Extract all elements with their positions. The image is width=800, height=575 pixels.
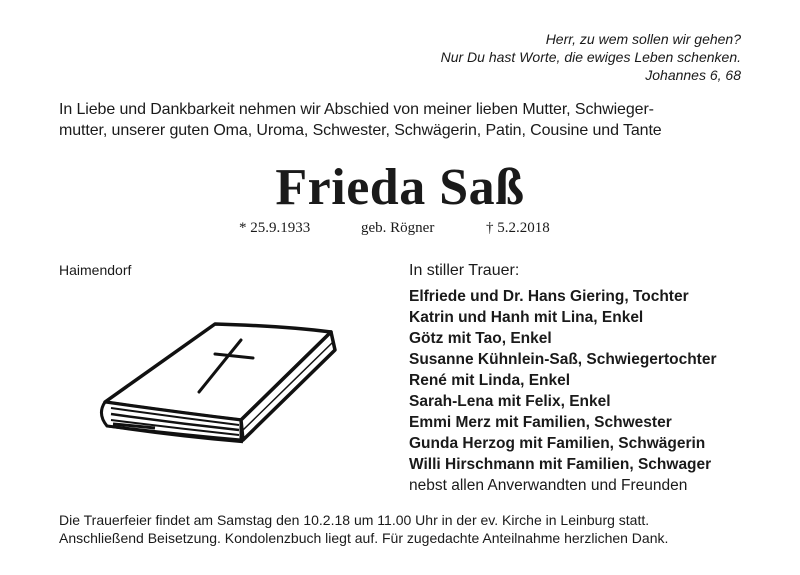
mourner-list xyxy=(409,286,716,496)
intro-text xyxy=(59,99,749,141)
bible-quote xyxy=(381,30,741,84)
maiden-name: geb. Rögner xyxy=(361,220,435,236)
mourner-entry: Willi Hirschmann mit Familien, Schwager xyxy=(409,456,712,473)
mourner-entry: René mit Linda, Enkel xyxy=(409,372,571,389)
mourner-entry: Susanne Kühnlein-Saß, Schwiegertochter xyxy=(409,351,717,368)
mourner-entry: Götz mit Tao, Enkel xyxy=(409,330,552,347)
death-date: † 5.2.2018 xyxy=(486,220,550,236)
mourner-closing: nebst allen Anverwandten und Freunden xyxy=(409,477,688,494)
birth-date: * 25.9.1933 xyxy=(239,220,311,236)
mourner-entry: Gunda Herzog mit Familien, Schwägerin xyxy=(409,435,706,452)
footer-line-2: Anschließend Beisetzung. Kondolenzbuch liegt auf. Für zugedachte Anteilnahme herzlichen Dank. xyxy=(59,530,669,546)
mourning-label: In stiller Trauer: xyxy=(409,262,520,279)
quote-reference: Johannes 6, 68 xyxy=(645,67,741,83)
mourner-entry: Emmi Merz mit Familien, Schwester xyxy=(409,414,672,431)
mourner-entry: Elfriede und Dr. Hans Giering, Tochter xyxy=(409,288,689,305)
place-name: Haimendorf xyxy=(59,262,132,278)
mourner-entry: Katrin und Hanh mit Lina, Enkel xyxy=(409,309,644,326)
funeral-details xyxy=(59,511,749,547)
bible-with-cross-icon xyxy=(95,320,345,450)
quote-line-2: Nur Du hast Worte, die ewiges Leben schenken. xyxy=(440,49,741,65)
intro-line-2: mutter, unserer guten Oma, Uroma, Schwester, Schwägerin, Patin, Cousine und Tante xyxy=(59,122,662,139)
intro-line-1: In Liebe und Dankbarkeit nehmen wir Abschied von meiner lieben Mutter, Schwieger- xyxy=(59,101,654,118)
footer-line-1: Die Trauerfeier findet am Samstag den 10.2.18 um 11.00 Uhr in der ev. Kirche in Leinburg statt. xyxy=(59,512,650,528)
deceased-name: Frieda Saß xyxy=(275,159,525,216)
mourner-entry: Sarah-Lena mit Felix, Enkel xyxy=(409,393,611,410)
quote-line-1: Herr, zu wem sollen wir gehen? xyxy=(545,31,741,47)
